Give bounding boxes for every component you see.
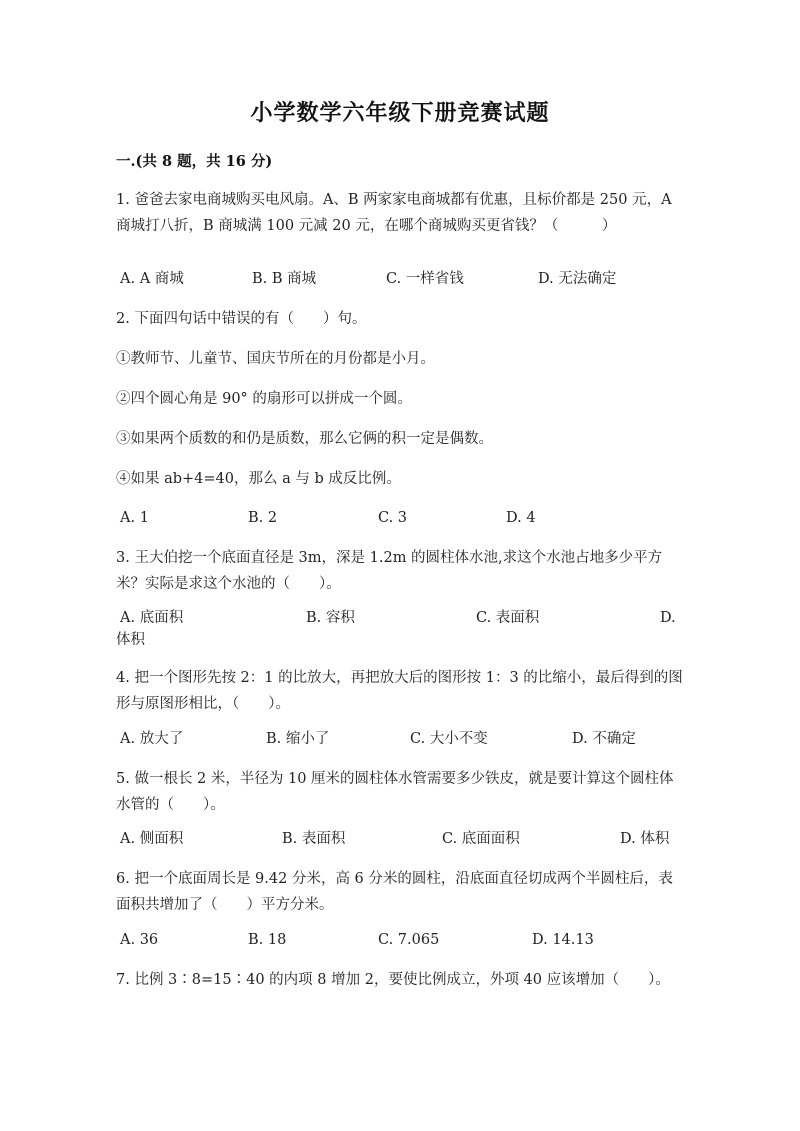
statement-3: ③如果两个质数的和仍是质数，那么它俩的积一定是偶数。 <box>116 431 493 447</box>
option-a: A. 36 <box>120 932 159 948</box>
question-6: 6. 把一个底面周长是 9.42 分米，高 6 分米的圆柱，沿底面直径切成两个半圆柱后，表面积共增加了（ ）平方分米。 <box>116 871 673 913</box>
option-d: D. 4 <box>506 510 536 526</box>
option-d: D. 无法确定 <box>538 271 617 287</box>
question-2-options <box>116 505 676 531</box>
question-2: 2. 下面四句话中错误的有（ ）句。 <box>116 311 367 327</box>
option-a: A. 底面积 <box>120 610 184 626</box>
option-b: B. 18 <box>248 932 287 948</box>
option-d: D. <box>660 610 676 626</box>
option-c: C. 3 <box>378 510 408 526</box>
option-b: B. 缩小了 <box>266 731 330 747</box>
option-c: C. 7.065 <box>378 932 440 948</box>
option-a: A. 放大了 <box>120 731 184 747</box>
option-b: B. 表面积 <box>282 831 346 847</box>
option-a: A. A 商城 <box>120 271 184 287</box>
question-1-options <box>116 266 676 292</box>
question-3: 3. 王大伯挖一个底面直径是 3m，深是 1.2m 的圆柱体水池,求这个水池占地多少平方米？实际是求这个水池的（ ）。 <box>116 550 663 592</box>
section-heading: 一.(共 8 题，共 16 分) <box>116 153 273 170</box>
option-b: B. B 商城 <box>252 271 317 287</box>
question-3-options-wrap <box>116 627 676 653</box>
question-4-options <box>116 726 676 752</box>
question-7: 7. 比例 3∶8=15∶40 的内项 8 增加 2，要使比例成立，外项 40 应该增加（ ）。 <box>116 972 670 988</box>
option-b: B. 容积 <box>306 610 355 626</box>
option-d-text: 体积 <box>116 632 145 648</box>
option-c: C. 表面积 <box>476 610 540 626</box>
option-c: C. 底面面积 <box>442 831 520 847</box>
option-a: A. 1 <box>120 510 149 526</box>
option-b: B. 2 <box>248 510 278 526</box>
option-a: A. 侧面积 <box>120 831 184 847</box>
question-5-options <box>116 826 676 852</box>
option-d: D. 体积 <box>620 831 670 847</box>
option-d: D. 不确定 <box>572 731 636 747</box>
question-6-options <box>116 927 676 953</box>
statement-2: ②四个圆心角是 90° 的扇形可以拼成一个圆。 <box>116 391 412 407</box>
question-5: 5. 做一根长 2 米，半径为 10 厘米的圆柱体水管需要多少铁皮，就是要计算这个圆柱体水管的（ ）。 <box>116 771 674 813</box>
question-1: 1. 爸爸去家电商城购买电风扇。A、B 两家家电商城都有优惠，且标价都是 250 元，A 商城打八折，B 商城满 100 元减 20 元，在哪个商城购买更省钱？（ ） <box>116 192 672 234</box>
option-d: D. 14.13 <box>532 932 594 948</box>
option-c: C. 一样省钱 <box>386 271 464 287</box>
option-c: C. 大小不变 <box>410 731 488 747</box>
page-title: 小学数学六年级下册竞赛试题 <box>250 100 550 126</box>
statement-4: ④如果 ab+4=40，那么 a 与 b 成反比例。 <box>116 471 401 487</box>
question-4: 4. 把一个图形先按 2：1 的比放大，再把放大后的图形按 1：3 的比缩小，最后得到的图形与原图形相比，（ ）。 <box>116 670 683 712</box>
statement-1: ①教师节、儿童节、国庆节所在的月份都是小月。 <box>116 351 435 367</box>
